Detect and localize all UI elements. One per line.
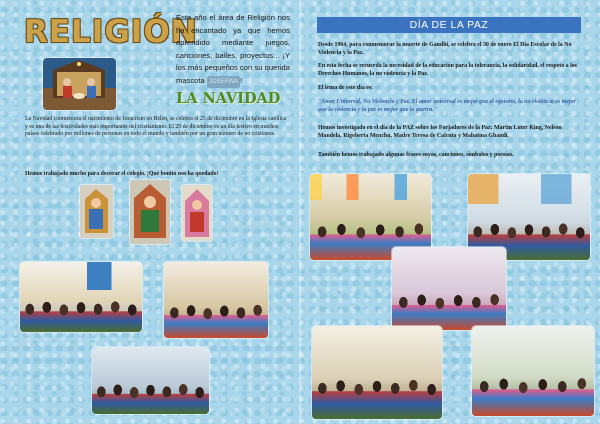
nativity-photo [43,58,116,110]
decoration-photo-2 [130,180,170,244]
class-photo-2 [164,262,268,338]
religion-title: RELIGIÓN [24,14,198,50]
paz-photo-3 [392,247,506,330]
paz-paragraph-4: Hemos investigado en el día de la PAZ sobre los Forjadores de la Paz: Martin Luter King, Nelson Mandela, Rigoberta Menchu, Madre Teresa de Calcuta y Mahatma Ghandi. [318,125,562,139]
paz-paragraph-1: Desde 1964, para conmemorar la muerte de Gandhi, se celebra el 30 de enero El Día Escolar de la No Violencia y la Paz. [318,42,572,56]
navidad-title: LA NAVIDAD [176,90,281,107]
navidad-closing: Hemos trabajado mucho para decorar el colegio. ¡Qué bonito nos ha quedado! [25,171,219,177]
religion-intro: Este año el área de Religión nos ha encantado ya que hemos aprendido mediante juegos, canciones, bailes, proyectos... ¡Y los más pequeños con su querida mascota JOSEFINA ! [176,12,290,88]
dia-de-la-paz-header: DÍA DE LA PAZ [317,17,581,33]
paz-lema: "Amor Universal, No Violencia y Paz. El amor universal es mejor que el egoísmo, la no violencia es mejor que la violencia y la paz es mejor que la guerra." [318,99,576,113]
page-divider [299,0,301,424]
paz-paragraph-2: En esta fecha se recuerda la necesidad de la educación para la tolerancia, la solidaridad, el respeto a los Derechos Humanos, la no violencia y la Paz. [318,63,577,77]
class-photo-3 [92,347,209,414]
navidad-paragraph: La Navidad conmemora el nacimiento de Jesucristo en Belén, se celebra el 25 de diciembre en la Iglesia católica y es una de las festividades más importantes del cristianismo. El 25 de diciembre es un día festivo en muchos países celebrado por millones de personas en todo el mundo y también por un gran número de no cristianos. [25,116,287,138]
decoration-photo-1 [80,185,113,238]
paz-paragraph-5: También hemos trabajado algunas frases suyas, canciones, símbolos y poesías. [318,152,514,158]
paz-photo-5 [472,326,594,416]
class-photo-1 [20,262,142,332]
mascot-label: JOSEFINA [207,76,240,89]
paz-paragraph-3: El lema de este día es: [318,85,374,91]
decoration-photo-3 [182,185,212,241]
paz-photo-4 [312,326,442,419]
